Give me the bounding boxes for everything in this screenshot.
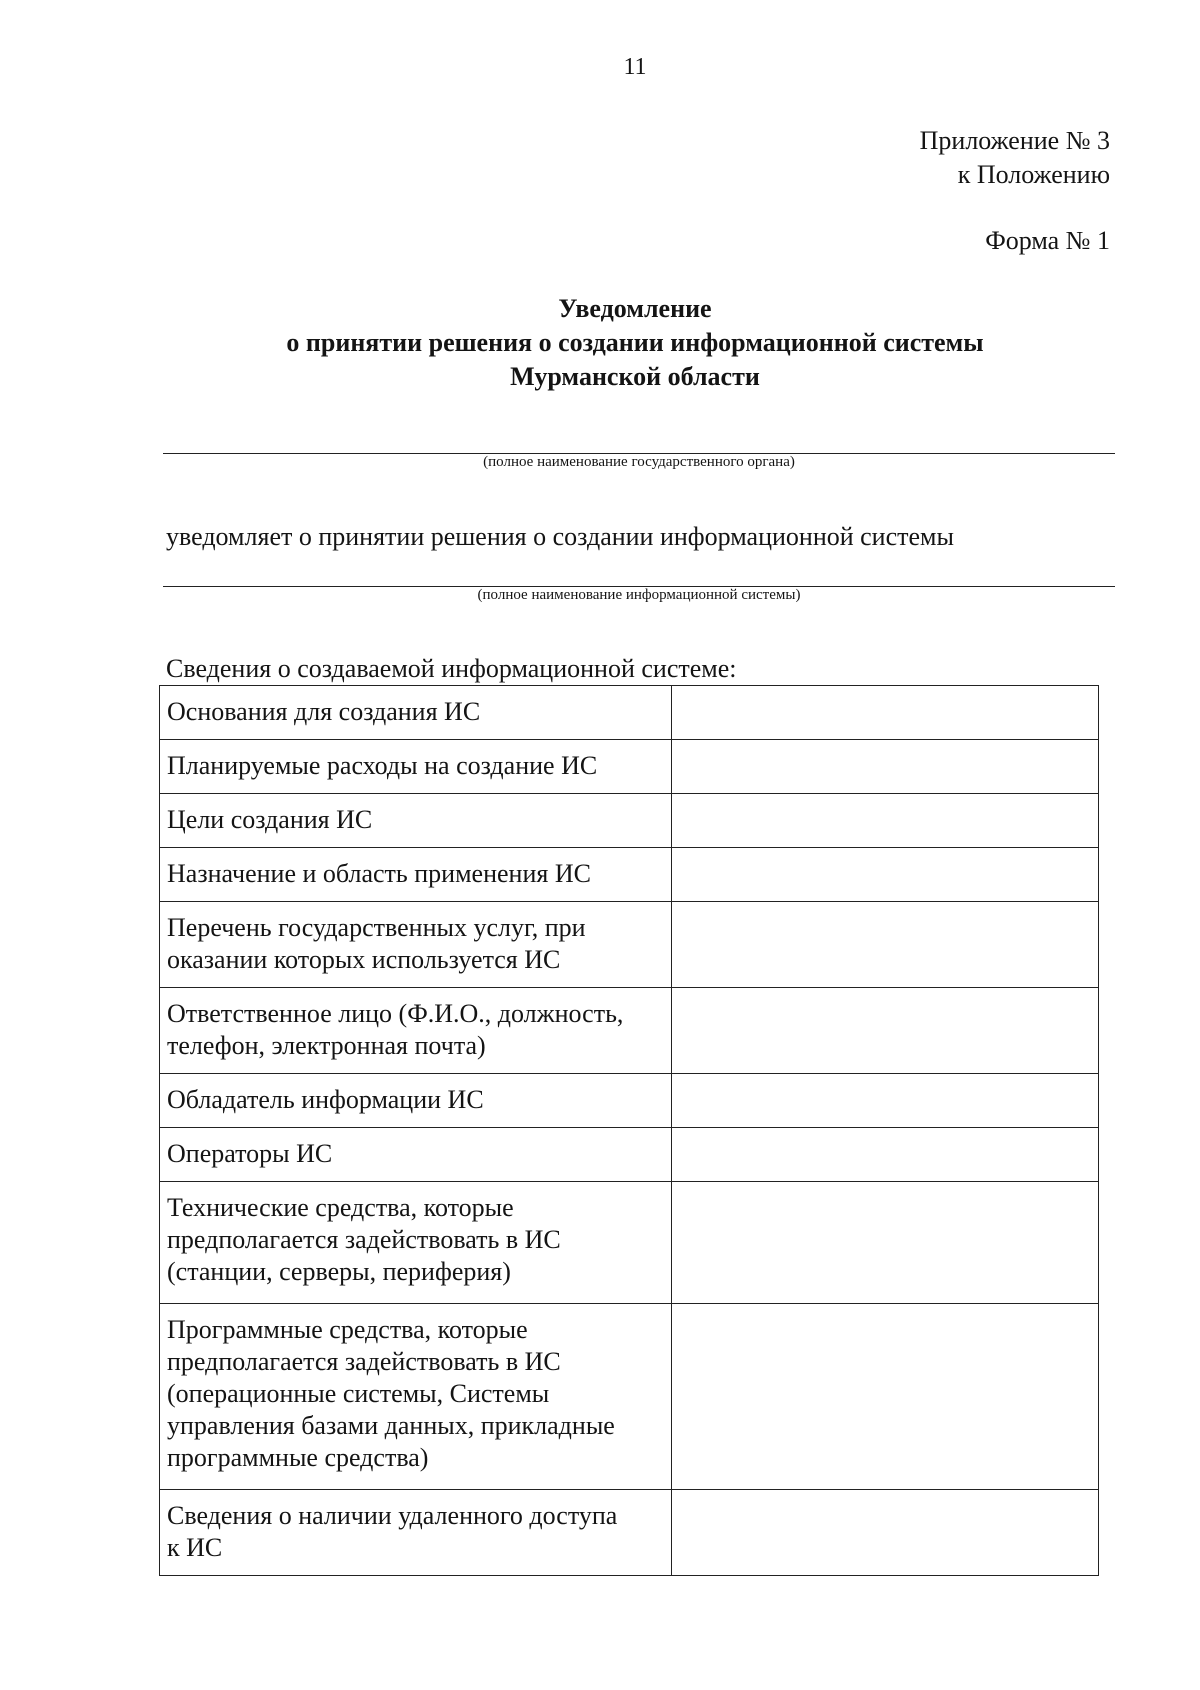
table-row xyxy=(160,1128,1099,1182)
table-row xyxy=(160,740,1099,794)
system-name-caption: (полное наименование информационной системы) xyxy=(477,587,801,603)
table-row xyxy=(160,1304,1099,1490)
row-label-line: Технические средства, которые xyxy=(167,1193,514,1222)
row-value-cell[interactable] xyxy=(672,740,1099,794)
row-label-line: Основания для создания ИС xyxy=(167,697,481,726)
row-label xyxy=(160,1074,672,1128)
row-value-cell[interactable] xyxy=(672,902,1099,988)
row-label xyxy=(160,988,672,1074)
row-label xyxy=(160,1490,672,1576)
row-label-line: предполагается задействовать в ИС xyxy=(167,1225,561,1254)
table-row xyxy=(160,1074,1099,1128)
table-heading: Сведения о создаваемой информационной системе: xyxy=(166,654,737,683)
row-label-line: Цели создания ИС xyxy=(167,805,373,834)
title-line-1: Уведомление xyxy=(558,294,712,323)
table-row xyxy=(160,1182,1099,1304)
row-label xyxy=(160,1128,672,1182)
row-label-line: Обладатель информации ИС xyxy=(167,1085,484,1114)
row-label-line: телефон, электронная почта) xyxy=(167,1031,486,1060)
notify-text: уведомляет о принятии решения о создании информационной системы xyxy=(166,522,954,551)
row-label-line: управления базами данных, прикладные xyxy=(167,1411,615,1440)
row-value-cell[interactable] xyxy=(672,1128,1099,1182)
info-table-body xyxy=(160,686,1099,1576)
agency-name-caption: (полное наименование государственного органа) xyxy=(483,454,795,470)
appendix-number: Приложение № 3 xyxy=(919,126,1110,155)
row-value-cell[interactable] xyxy=(672,1074,1099,1128)
appendix-reference xyxy=(920,124,1110,192)
row-label xyxy=(160,1182,672,1304)
table-row xyxy=(160,794,1099,848)
row-label-line: Операторы ИС xyxy=(167,1139,333,1168)
row-label-line: (операционные системы, Системы xyxy=(167,1379,550,1408)
row-label xyxy=(160,794,672,848)
row-value-cell[interactable] xyxy=(672,988,1099,1074)
row-label xyxy=(160,902,672,988)
row-label-line: Планируемые расходы на создание ИС xyxy=(167,751,598,780)
row-label-line: оказании которых используется ИС xyxy=(167,945,561,974)
row-value-cell[interactable] xyxy=(672,1304,1099,1490)
title-line-3: Мурманской области xyxy=(510,362,760,391)
row-label-line: предполагается задействовать в ИС xyxy=(167,1347,561,1376)
info-table xyxy=(159,685,1099,1576)
row-label xyxy=(160,848,672,902)
table-row xyxy=(160,686,1099,740)
title-line-2: о принятии решения о создании информационной системы xyxy=(286,328,984,357)
row-label xyxy=(160,1304,672,1490)
row-label xyxy=(160,740,672,794)
row-label-line: программные средства) xyxy=(167,1443,429,1472)
page-number: 11 xyxy=(623,54,647,80)
row-label xyxy=(160,686,672,740)
table-row xyxy=(160,1490,1099,1576)
form-number: Форма № 1 xyxy=(985,226,1110,255)
appendix-regulation: к Положению xyxy=(957,160,1110,189)
row-label-line: Программные средства, которые xyxy=(167,1315,528,1344)
table-row xyxy=(160,848,1099,902)
row-label-line: (станции, серверы, периферия) xyxy=(167,1257,511,1286)
table-row xyxy=(160,902,1099,988)
row-label-line: к ИС xyxy=(167,1533,223,1562)
row-label-line: Сведения о наличии удаленного доступа xyxy=(167,1501,618,1530)
row-value-cell[interactable] xyxy=(672,686,1099,740)
table-row xyxy=(160,988,1099,1074)
row-label-line: Назначение и область применения ИС xyxy=(167,859,591,888)
row-value-cell[interactable] xyxy=(672,794,1099,848)
row-value-cell[interactable] xyxy=(672,1490,1099,1576)
row-value-cell[interactable] xyxy=(672,848,1099,902)
row-label-line: Перечень государственных услуг, при xyxy=(167,913,586,942)
document-title xyxy=(0,292,1200,394)
row-label-line: Ответственное лицо (Ф.И.О., должность, xyxy=(167,999,624,1028)
row-value-cell[interactable] xyxy=(672,1182,1099,1304)
